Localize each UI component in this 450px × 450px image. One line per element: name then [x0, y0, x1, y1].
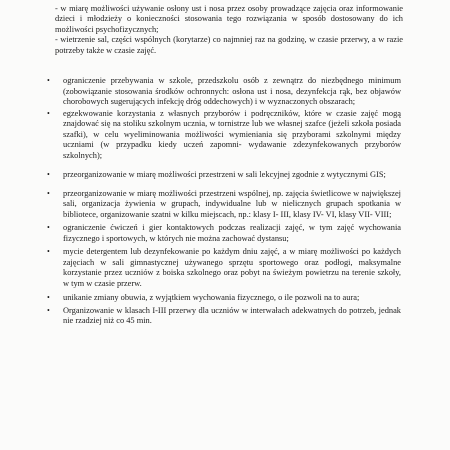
paragraph-face-cover: - w miarę możliwości używanie osłony ust i nosa przez osoby prowadzące zajęcia oraz informowanie dzieci i młodzieży o konieczności stosowania tego rozwiązania w sposób dostosowany do ich możliwości psychofizycznych; [55, 3, 403, 34]
list-item [47, 223, 401, 244]
bullet-icon: • [47, 223, 50, 232]
bullet-icon: • [47, 76, 50, 85]
list-item [47, 293, 401, 304]
top-section [43, 0, 403, 57]
bullet-icon: • [47, 188, 50, 198]
guidelines-list [47, 76, 401, 327]
list-item-text: przeorganizowanie w miarę możliwości przestrzeni w sali lekcyjnej zgodnie z wytycznymi GIS; [63, 170, 386, 179]
list-item [47, 109, 401, 162]
list-item [47, 189, 401, 221]
list-item-text: mycie detergentem lub dezynfekowanie po każdym dniu zajęć, a w miarę możliwości po każdych zajęciach w sali gimnastycznej używanego sprzętu sportowego oraz podłogi, maksymalne korzystanie przez uczniów z boiska szkolnego oraz pobyt na świeżym powietrzu na terenie szkoły, w tym w czasie przerw. [63, 247, 401, 288]
list-item-text: przeorganizowanie w miarę możliwości przestrzeni wspólnej, np. zajęcia świetlicowe w największej sali, organizacja żywienia w grupach, indywidualne lub w nielicznych grupach spotkania w bibliotece, organizowanie szatni w kilku miejscach, np.: klasy I- III, klasy IV- VI, klasy VII- VIII; [63, 188, 401, 219]
bullet-icon: • [47, 170, 50, 179]
bullet-icon: • [47, 247, 50, 256]
bullet-icon: • [47, 293, 50, 302]
list-item [47, 306, 401, 327]
list-item-text: Organizowanie w klasach I-III przerwy dla uczniów w interwałach adekwatnych do potrzeb, jednak nie rzadziej niż co 45 min. [63, 305, 401, 325]
paragraph-ventilation: - wietrzenie sal, części wspólnych (korytarze) co najmniej raz na godzinę, w czasie przerwy, a w razie potrzeby także w czasie zajęć. [55, 35, 403, 55]
bullet-icon: • [47, 305, 50, 315]
list-item-text: unikanie zmiany obuwia, z wyjątkiem wychowania fizycznego, o ile pozwoli na to aura; [63, 293, 360, 302]
list-item-text: ograniczenie przebywania w szkole, przedszkolu osób z zewnątrz do niezbędnego minimum (zobowiązanie stosowania środków ochronnych: osłona ust i nosa, dezynfekcja rąk, bez objawów chorobowych sugerujących infekcję dróg oddechowych) i w wyznaczonych obszarach; [63, 76, 401, 106]
list-item [47, 247, 401, 289]
list-item [47, 76, 401, 108]
list-item-text: egzekwowanie korzystania z własnych przyborów i podręczników, które w czasie zajęć mogą znajdować się na stoliku szkolnym ucznia, w tornistrze lub we własnej szafce (jeżeli szkoła posiada szafki), w celu wyeliminowania możliwości wymieniania się przyborami szkolnymi między uczniami (w przypadku kiedy uczeń zapomni- wydawanie zdezynfekowanych przyborów szkolnych); [63, 108, 401, 160]
list-item-text: ograniczenie ćwiczeń i gier kontaktowych podczas realizacji zajęć, w tym zajęć wychowania fizycznego i sportowych, w których nie można zachować dystansu; [63, 223, 401, 243]
bullet-icon: • [47, 108, 50, 118]
cut-off-line [43, 0, 403, 2]
list-item [47, 170, 401, 181]
